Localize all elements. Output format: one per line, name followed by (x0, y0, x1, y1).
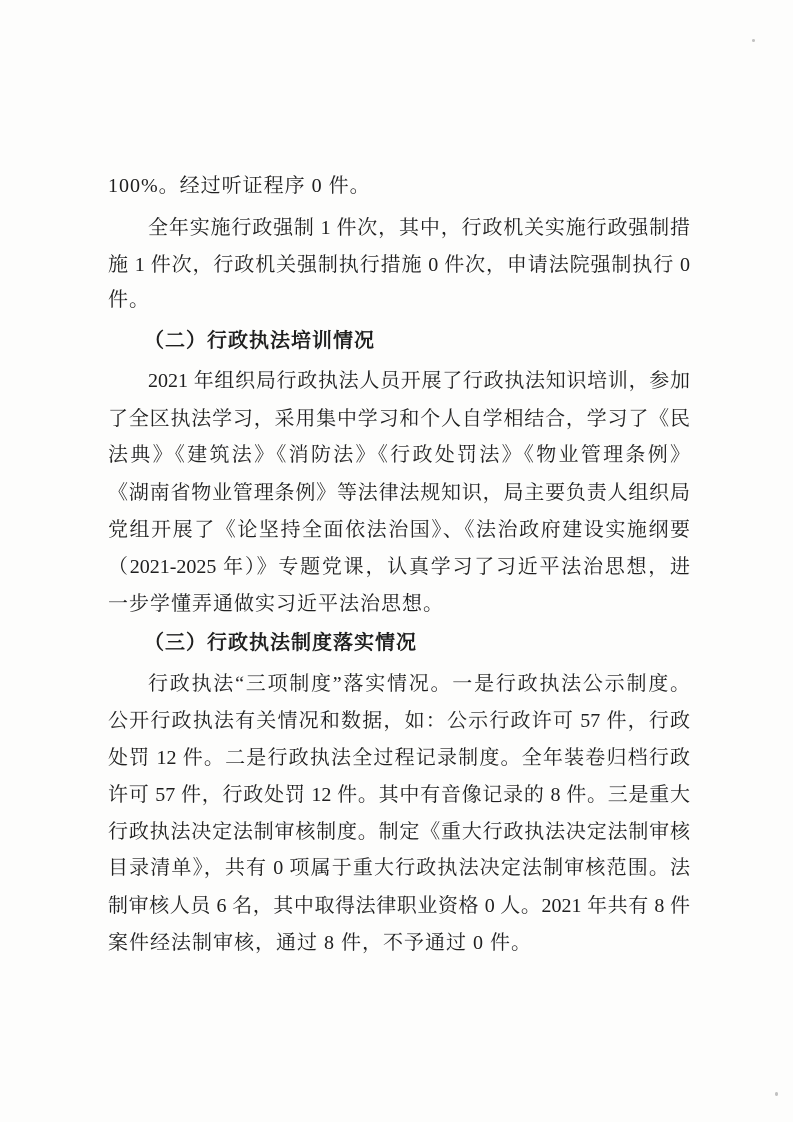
body-text-line: （2021-2025 年）》专题党课，认真学习了习近平法治思想，进 (108, 556, 690, 578)
body-text-line: 法典》《建筑法》《消防法》《行政处罚法》《物业管理条例》 (108, 444, 690, 466)
body-text-line: 件。 (108, 289, 150, 311)
body-text-line: 目录清单》，共有 0 项属于重大行政执法决定法制审核范围。法 (108, 857, 690, 879)
section-heading-training: （二）行政执法培训情况 (144, 330, 375, 352)
body-text-line: 2021 年组织局行政执法人员开展了行政执法知识培训，参加 (148, 370, 690, 392)
body-text-line: 《湖南省物业管理条例》等法律法规知识，局主要负责人组织局 (108, 482, 690, 504)
body-text-line: 行政执法“三项制度”落实情况。一是行政执法公示制度。 (148, 673, 690, 695)
body-text-line: 一步学懂弄通做实习近平法治思想。 (108, 593, 444, 615)
scan-speck (775, 1092, 778, 1096)
body-text-line: 全年实施行政强制 1 件次，其中，行政机关实施行政强制措 (148, 217, 690, 239)
body-text-line: 案件经法制审核，通过 8 件，不予通过 0 件。 (108, 932, 532, 954)
body-text-line: 行政执法决定法制审核制度。制定《重大行政执法决定法制审核 (108, 821, 690, 843)
body-text-line: 制审核人员 6 名，其中取得法律职业资格 0 人。2021 年共有 8 件 (108, 895, 690, 917)
body-text-line: 100%。经过听证程序 0 件。 (108, 175, 371, 197)
section-heading-system: （三）行政执法制度落实情况 (144, 632, 417, 654)
body-text-line: 公开行政执法有关情况和数据，如：公示行政许可 57 件，行政 (108, 710, 690, 732)
body-text-line: 施 1 件次，行政机关强制执行措施 0 件次，申请法院强制执行 0 (108, 254, 690, 276)
scan-speck (752, 39, 755, 42)
body-text-line: 处罚 12 件。二是行政执法全过程记录制度。全年装卷归档行政 (108, 747, 690, 769)
body-text-line: 党组开展了《论坚持全面依法治国》、《法治政府建设实施纲要 (108, 519, 690, 541)
body-text-line: 许可 57 件，行政处罚 12 件。其中有音像记录的 8 件。三是重大 (108, 784, 690, 806)
body-text-line: 了全区执法学习，采用集中学习和个人自学相结合，学习了《民 (108, 408, 690, 430)
